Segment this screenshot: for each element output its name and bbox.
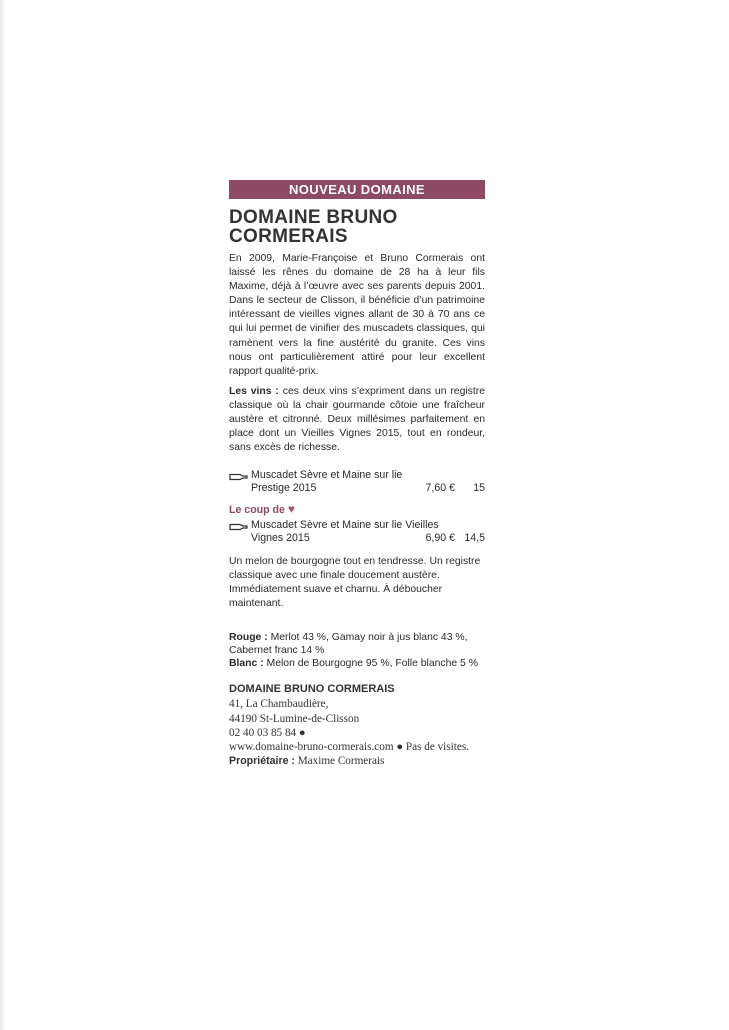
bottle-icon [229,469,251,495]
blanc-text: Melon de Bourgogne 95 %, Folle blanche 5 % [266,658,478,670]
wine-price: 6,90 € [425,532,455,545]
wine-score: 15 [473,482,485,495]
contact-block [229,697,485,768]
phone: 02 40 03 85 84 ● [229,726,306,739]
website[interactable]: www.domaine-bruno-cormerais.com ● Pas de visites. [229,740,469,753]
contact-domain-name: DOMAINE BRUNO CORMERAIS [229,683,395,696]
wine-article [229,180,485,768]
wine-name-line-2: Prestige 2015 [251,482,317,495]
scan-edge-shadow [0,0,6,1030]
owner-name: Maxime Cormerais [297,755,385,768]
address-line-2: 44190 St-Lumine-de-Clisson [229,712,360,725]
wine-score: 14,5 [464,532,485,545]
wine-entry-vieilles-vignes [229,519,485,545]
tasting-note: Un melon de bourgogne tout en tendresse. Un registre classique avec une finale doucement austère. Immédiatement suave et charnu. À déboucher maintenant. [229,556,481,610]
wine-name-line-1: Muscadet Sèvre et Maine sur lie Vieilles [251,519,439,532]
domain-title-line-1: DOMAINE BRUNO [229,207,398,228]
rouge-label: Rouge : [229,632,268,644]
owner-label: Propriétaire : [229,755,295,768]
domain-title [229,208,485,246]
wine-entry-prestige [229,469,485,495]
wine-name-line-1: Muscadet Sèvre et Maine sur lie [251,469,403,482]
bottle-icon [229,519,251,545]
heart-icon: ♥ [287,502,295,517]
rouge-text: Merlot 43 %, Gamay noir à jus blanc 43 %, Cabernet franc 14 % [229,632,468,657]
wine-name-line-2: Vignes 2015 [251,532,310,545]
wines-label: Les vins : [229,385,279,397]
blanc-label: Blanc : [229,658,264,670]
grape-varieties [229,631,485,670]
address-line-1: 41, La Chambaudière, [229,698,329,711]
domain-title-line-2: CORMERAIS [229,226,348,247]
coup-de-coeur-label: Le coup de ♥ [229,502,295,517]
section-banner: NOUVEAU DOMAINE [229,180,485,199]
wines-text: ces deux vins s’expriment dans un registre classique où la chair gourmande côtoie une fraîcheur austère et citronné. Deux millésimes parfaitement en place dont un Vieilles Vignes 2015, tout en rondeur, sans excès de richesse. [229,385,485,454]
wine-price: 7,60 € [425,482,455,495]
wines-paragraph [229,385,485,455]
intro-paragraph: En 2009, Marie-Françoise et Bruno Cormerais ont laissé les rênes du domaine de 28 ha à leur fils Maxime, déjà à l’œuvre avec ses parents depuis 2001. Dans le secteur de Clisson, il bénéficie d’un patrimoine intéressant de vieilles vignes allant de 30 à 70 ans ce qui lui permet de vinifier des muscadets classiques, qui ramènent vers la fine austérité du granite. Ces vins nous ont particulièrement attiré pour leur excellent rapport qualité-prix. [229,253,485,377]
owner-line [229,754,485,768]
